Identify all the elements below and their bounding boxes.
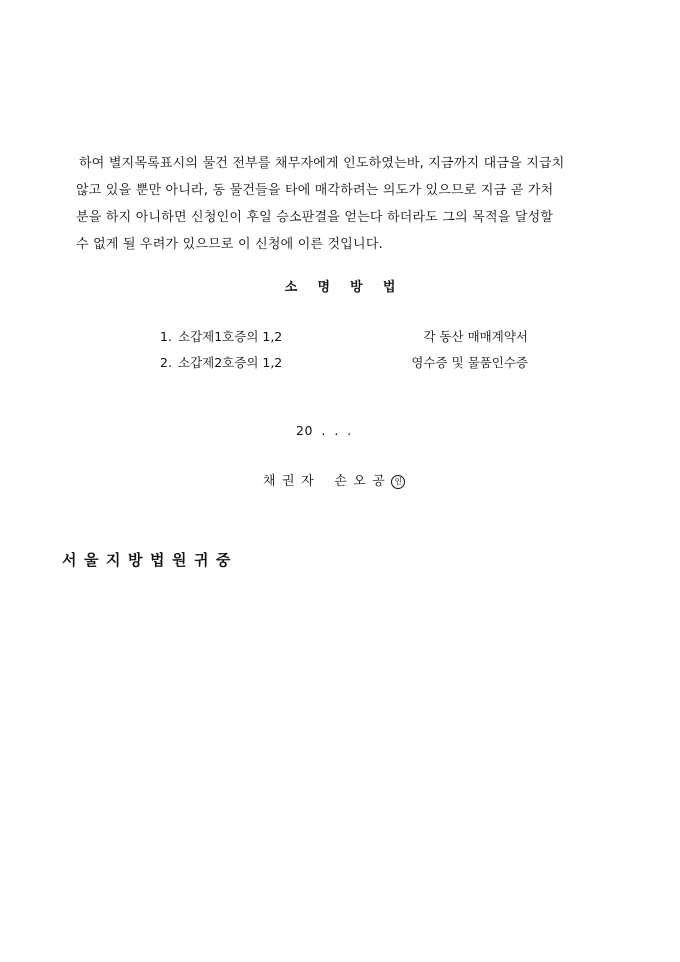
creditor-label: 채권자 — [263, 474, 321, 489]
evidence-name: 소갑제1호증의 1,2 — [178, 329, 283, 344]
signature-line — [263, 470, 405, 489]
filing-date: 20 . . . — [296, 423, 352, 438]
creditor-name: 손오공 — [334, 474, 392, 489]
evidence-number: 2. — [160, 355, 172, 370]
application-reason-paragraph — [76, 150, 606, 258]
paragraph-line-3: 분을 하지 아니하면 신청인이 후일 승소판결을 얻는다 하더라도 그의 목적을 달성할 — [76, 210, 554, 225]
paragraph-line-1: 하여 별지목록표시의 물건 전부를 채무자에게 인도하였는바, 지금까지 대금을 지급치 — [79, 156, 565, 171]
evidence-heading: 소 명 방 법 — [284, 280, 404, 295]
evidence-list — [160, 324, 540, 376]
evidence-name: 소갑제2호증의 1,2 — [178, 355, 283, 370]
court-addressee: 서울지방법원귀중 — [62, 551, 238, 569]
evidence-number: 1. — [160, 329, 172, 344]
paragraph-line-4: 수 없게 될 우려가 있으므로 이 신청에 이른 것입니다. — [76, 237, 383, 252]
evidence-document: 영수증 및 물품인수증 — [411, 355, 528, 370]
paragraph-line-2: 않고 있을 뿐만 아니라, 동 물건들을 타에 매각하려는 의도가 있으므로 지금 곧 가처 — [76, 183, 554, 198]
evidence-document: 각 동산 매매계약서 — [423, 329, 528, 344]
evidence-item — [160, 324, 540, 350]
seal-mark: 인 — [391, 475, 405, 489]
evidence-item — [160, 350, 540, 376]
